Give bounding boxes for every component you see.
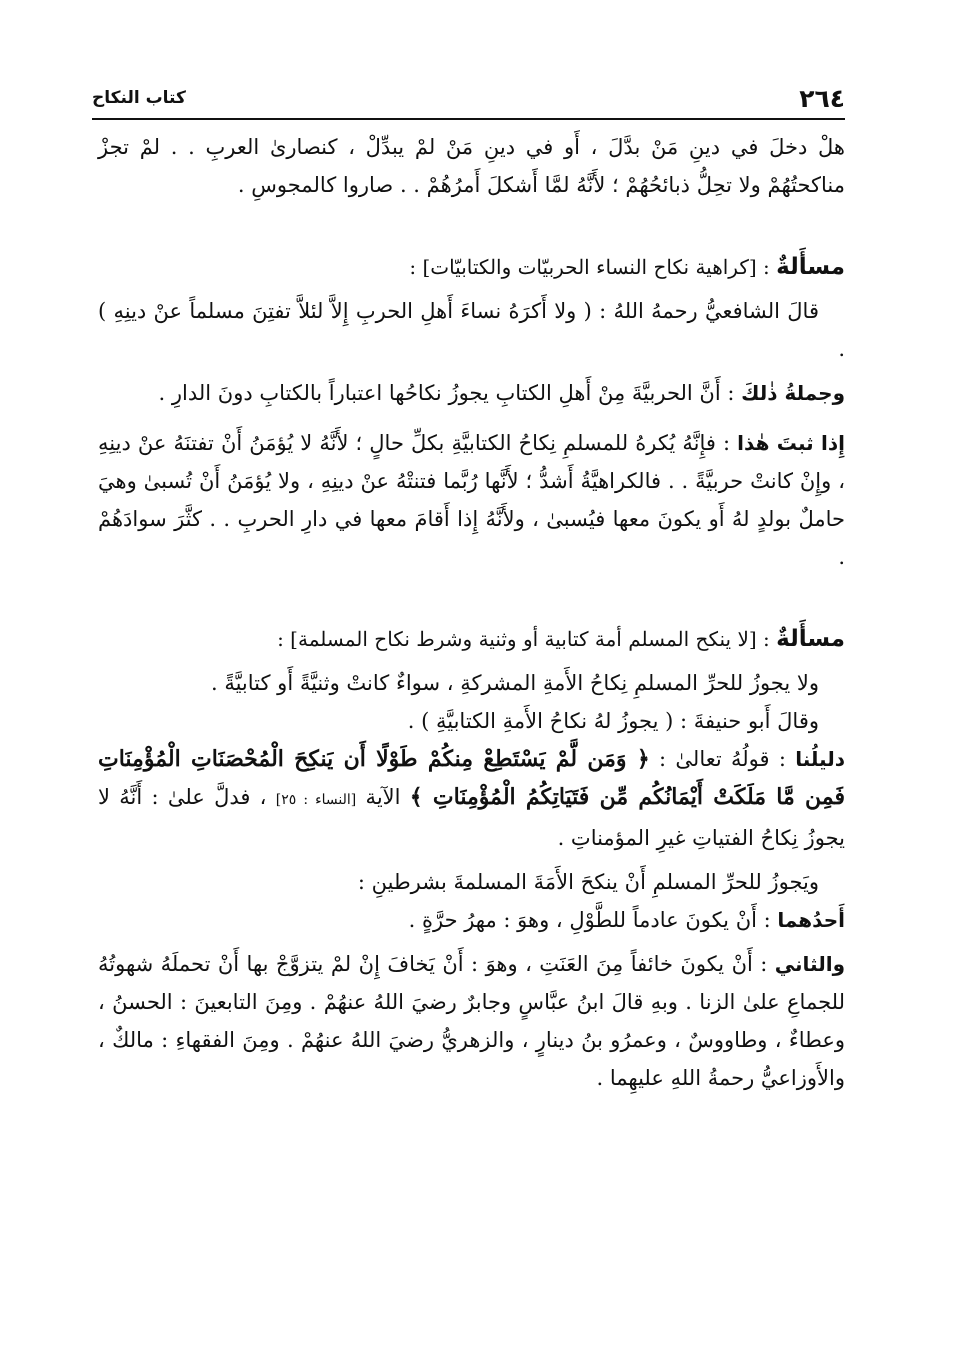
- paragraph-text: ولا يجوزُ للحرِّ المسلمِ نِكاحُ الأَمةِ المشركةِ ، سواءٌ كانتْ وثنيَّةً أَو كتابيَّةً .: [210, 671, 819, 695]
- paragraph-text: قالَ الشافعيُّ رحمهُ اللهُ : ( ولا أَكرَهُ نساءَ أَهلِ الحربِ إِلاَّ لئلاَّ تفتِنَ مسلماً عنْ دينِهِ ) .: [98, 299, 845, 361]
- lead-word: وجملةُ ذٰلكَ: [741, 381, 845, 405]
- paragraph-text: : أَنْ يكونَ خائفاً مِنَ العَنَتِ ، وهوَ : أَنْ يَخافَ إِنْ لمْ يتزوَّجْ بها أَنْ تحملَهُ شهوتُهُ للجماعِ علىٰ الزنا . وبهِ قالَ ابنُ عبَّاسٍ وجابرٌ رضيَ اللهُ عنهُمْ . ومِنَ التابعينَ : الحسنُ ، وعطاءٌ ، وطاووسٌ ، وعمرُو بنُ دينارٍ ، والزهريُّ رضيَ اللهُ عنهُمْ . ومِنَ الفقهاءِ : مالكٌ ، والأَوزاعيُّ رحمةُ اللهِ عليهِما .: [98, 952, 845, 1090]
- paragraph-idha-thabata: [98, 424, 845, 576]
- paragraph-text: وقالَ أَبو حنيفةَ : ( يجوزُ لهُ نكاحُ الأَمةِ الكتابيَّةِ ) .: [407, 709, 819, 733]
- masala-title: : [كراهية نكاح النساء الحربيّات والكتابيّات] :: [409, 255, 777, 279]
- running-title: كتاب النكاح: [92, 88, 186, 108]
- paragraph-abu-hanifa: [98, 702, 845, 740]
- masala-label: مسأَلةٌ: [776, 626, 845, 652]
- lead-word: والثاني: [774, 952, 845, 976]
- body-text: [98, 128, 845, 1097]
- paragraph-second-condition: [98, 945, 845, 1097]
- paragraph-text: ، فدلَّ علىٰ : أَنَّهُ لا يجوزُ نِكاحُ الفتياتِ غيرِ المؤمناتِ .: [98, 785, 845, 850]
- paragraph-la-yajuz: [98, 664, 845, 702]
- verse-reference: [النساء : ٢٥]: [275, 792, 357, 808]
- paragraph-text: : أَنَّ الحربيَّةَ مِنْ أَهلِ الكتابِ يجوزُ نكاحُها اعتباراً بالكتابِ دونَ الدارِ .: [158, 381, 742, 405]
- page-header: [92, 84, 845, 114]
- paragraph-continuation: [98, 128, 845, 204]
- masala-heading-2: [98, 620, 845, 658]
- masala-title: : [لا ينكح المسلم أمة كتابية أو وثنية وشرط نكاح المسلمة] :: [277, 627, 777, 651]
- lead-word: إِذا ثبتَ هٰذا: [737, 431, 845, 455]
- paragraph-text: : أَنْ يكونَ عادماً للطَّوْلِ ، وهوَ : مهرُ حرَّةٍ .: [408, 908, 778, 932]
- page-number: ٢٦٤: [799, 84, 845, 113]
- header-rule: [92, 118, 845, 120]
- paragraph-shafii: [98, 292, 845, 368]
- paragraph-dalil: [98, 740, 845, 857]
- paragraph-text: ويَجوزُ للحرِّ المسلمِ أَنْ ينكحَ الأَمَةَ المسلمةَ بشرطينِ :: [357, 870, 819, 894]
- paragraph-text: هلْ دخلَ في دينِ مَنْ بدَّلَ ، أَو في دينِ مَنْ لمْ يبدِّلْ ، كنصارىٰ العربِ . . لمْ تجزْ مناكحتُهُمْ ولا تحِلُّ ذبائحُهُمْ ؛ لأَنَّهُ لمَّا أَشكلَ أَمرُهُمْ . . صاروا كالمجوسِ .: [98, 135, 845, 197]
- masala-label: مسأَلةٌ: [776, 254, 845, 280]
- paragraph-jumla: [98, 374, 845, 412]
- paragraph-first-condition: [98, 901, 845, 939]
- quran-verse: ﴿ وَمَن لَّمْ يَسْتَطِعْ مِنكُمْ طَوْلًا أَن يَنكِحَ الْمُحْصَنَاتِ الْمُؤْمِنَاتِ فَمِن مَّا مَلَكَتْ أَيْمَانُكُم مِّن فَتَيَاتِكُمُ الْمُؤْمِنَاتِ ﴾: [98, 746, 846, 810]
- masala-heading-1: [98, 248, 845, 286]
- aya-word: الآية: [356, 785, 410, 809]
- paragraph-shartayn: [98, 863, 845, 901]
- lead-word: أَحدُهما: [777, 908, 845, 932]
- lead-word: دليلُنا: [795, 747, 845, 771]
- paragraph-text: : فإِنَّهُ يُكرهُ للمسلمِ نِكاحُ الكتابيَّةِ بكلِّ حالٍ ؛ لأَنَّهُ لا يُؤمَنُ أَنْ تفتنَهُ عنْ دينِهِ ، وإِنْ كانتْ حربيَّةً . . فالكراهيَّةُ أَشدُّ ؛ لأَنَّها رُبَّما فتنتْهُ عنْ دينِهِ ، ولا يُؤمَنُ أَنْ تُسبىٰ وهيَ حاملٌ بولدٍ لهُ أَو يكونَ معها فيُسبىٰ ، ولأَنَّهُ إِذا أَقامَ معها في دارِ الحربِ . . كثَّرَ سوادَهُمْ .: [98, 431, 845, 569]
- paragraph-text: : قولُهُ تعالىٰ :: [649, 747, 796, 771]
